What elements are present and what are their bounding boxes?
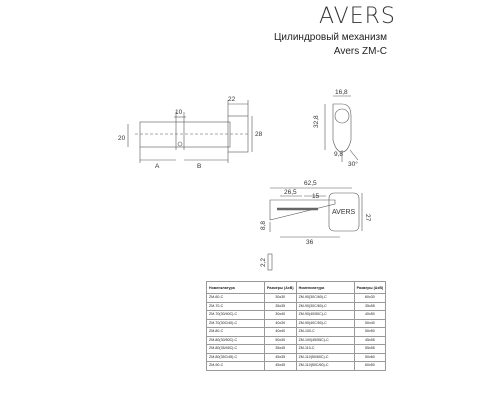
label-a: A xyxy=(155,163,160,170)
table-row: ZM-70(30С/40)-C 40х30 ZM-90(40С/50)-C 50х40 xyxy=(207,319,386,328)
key-brand-label: AVERS xyxy=(332,209,356,216)
screw-hole xyxy=(178,142,182,146)
dim-angle-30: 30° xyxy=(348,161,358,168)
dim-line-angle xyxy=(350,150,358,160)
product-model: Avers ZM-C xyxy=(333,46,387,57)
dim-20: 20 xyxy=(118,135,126,142)
brand-logo: AVERS xyxy=(319,4,396,29)
table-row: ZM-80-C 40х40 ZM-100-C 50х50 xyxy=(207,328,386,337)
dim-27: 27 xyxy=(364,214,371,222)
spec-table xyxy=(206,281,386,371)
cylinder-profile xyxy=(333,104,351,152)
dim-22: 22 xyxy=(228,96,236,103)
dim-16-8: 16,8 xyxy=(335,89,348,96)
dim-8-8: 8,8 xyxy=(260,220,267,230)
dim-9-8: 9,8 xyxy=(334,151,344,158)
table-row: ZM-80(35/45С)-C 35х45 ZM-110-C 55х55 xyxy=(207,345,386,354)
key-section xyxy=(268,254,272,270)
dim-32-8: 32,8 xyxy=(313,115,320,128)
table-row: ZM-90-C 45х45 ZM-110(50С/60)-C 60х50 xyxy=(207,362,386,371)
dim-36: 36 xyxy=(306,239,314,246)
table-row: ZM-60-C 30х30 ZM-90(30С/60)-C 60х30 xyxy=(207,294,386,303)
dim-62-5: 62,5 xyxy=(304,180,317,187)
product-title: Цилиндровый механизм xyxy=(274,32,387,43)
table-header-row xyxy=(207,282,386,294)
header-size-left: Размеры (АхВ) xyxy=(265,282,297,294)
table-row: ZM-80(35С/45)-C 45х35 ZM-110(50/60С)-C 50х60 xyxy=(207,353,386,362)
profile-circle xyxy=(335,109,349,123)
dim-15: 15 xyxy=(312,193,320,200)
label-b: B xyxy=(197,163,202,170)
table-row: ZM-70(30/40С)-C 30х40 ZM-90(40/50С)-C 40х50 xyxy=(207,311,386,320)
header-size-right: Размеры (АхВ) xyxy=(354,282,386,294)
header-name-left: Номенклатура xyxy=(207,282,265,294)
cylinder-body xyxy=(140,122,230,147)
table-row: ZM-80(30/50С)-C 50х30 ZM-100(45/55С)-C 45х55 xyxy=(207,336,386,345)
dim-2-2: 2,2 xyxy=(260,257,267,267)
table-row: ZM-70-C 35х35 ZM-90(30С/60)-C 35х55 xyxy=(207,302,386,311)
dim-26-5: 26,5 xyxy=(284,189,297,196)
dim-10: 10 xyxy=(175,109,183,116)
header-name-right: Номенклатура xyxy=(296,282,354,294)
dim-28: 28 xyxy=(255,131,263,138)
